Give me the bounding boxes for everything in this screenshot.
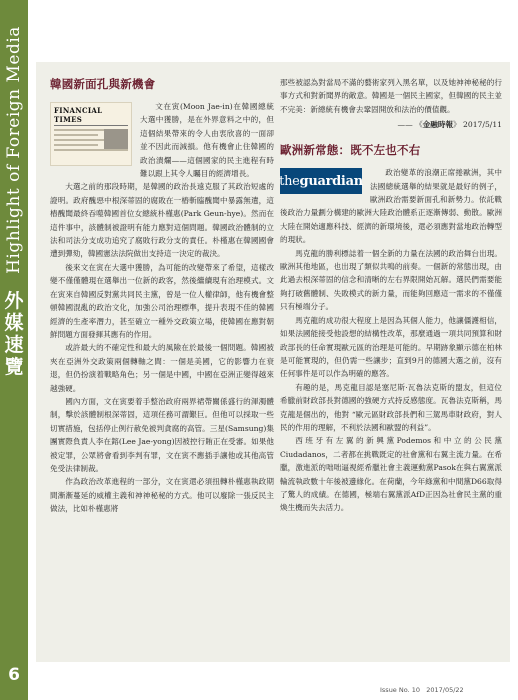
article1-paragraph: 國內方面，文在寅要着手整治政府兩界裙帶關係盛行的渾濁體制，擊於該體制根深蒂固，這項任務可謂艱巨。但他可以採取一些切實措施，包括停止例行赦免被判貪腐的高管。三星(Samsung)集團實際負責人李在鎔(Lee Jae-yong)因被控行賄正在受審。如果他被定罪，公眾將會看到李判有罪，文在寅不應插手讓他或其他高管免受法律制裁。 <box>50 396 274 473</box>
side-spine <box>0 0 28 700</box>
article1-paragraph: 作為政治改革進程的一部分，文在寅還必須扭轉朴槿惠執政期間漸漸蔓延的威權主義和神神秘秘的方式。他可以廢除一張反民主做法，比如朴槿惠將 <box>50 477 274 514</box>
article1-paragraph: 大選之前的那段時期，是韓國的政治長遠克服了其政治短處的證明。政府醜惡中根深蒂固的腐敗在一樁斬臨醜聞中暴露無遺，這樁醜聞最終吞噬韓國首位女總統朴槿惠(Park Geun-hye)。然而在這件事中，該體制被證明有能力應對這個問題。韓國政治體制的立法和司法分支成功追究了腐敗行政分支的責任。朴槿惠在韓國國會遭到彈劾，韓國憲法法院做出支持這一決定的裁決。 <box>50 182 274 259</box>
spine-title-text: Highlight of Foreign Media <box>4 26 25 274</box>
guardian-logo-image <box>280 168 362 194</box>
article1-paragraph: 文在寅(Moon Jae-in)在韓國總統大選中獲勝，是在外界意料之中的，但這個結果帶來的令人由衷欣喜的一面卻並不因此而減損。他有機會止住韓國的政治潰爛——這個國家的民主進程有時難以跟上其令人矚目的經濟增長。 <box>140 102 274 179</box>
spine-zh-char: 速 <box>4 334 24 356</box>
article1-paragraph: 或許最大的不確定性和最大的風險在於最後一個問題。韓國被夾在亞洲外交政策兩個轉軸之間：一個是美國，它的影響力在衰退，但仍扮演着戰略角色；另一個是中國，中國在亞洲正變得越來越強硬。 <box>50 343 274 393</box>
article2-paragraph: 馬克龍的成功很大程度上是因為其個人能力，他讓僵護相信，如果法國能接受他設想的結構性改革，那麼通過一項共同預算和財政部長的任命實現歐元區的治理是可能的。早期跡象顯示德在柏林是可能實現的，但仍需一些讓步；直到9月的德國大選之前，沒有任何事件是可以作為明確的應答。 <box>280 315 502 379</box>
article1-continued: 那些被認為對當局不滿的藝術家列入黑名單，以及她神神秘秘的行事方式和對新聞界的敵意。韓國是一個民主國家，但韓國的民主並不完美：新總統有機會去鞏固開放和法治的價值觀。 <box>280 78 502 114</box>
guardian-logo-name: guardian <box>299 173 363 189</box>
article2-paragraph: 政治變革的浪潮正席捲歐洲，其中法國總統選舉的結果就是最好的例子，歐洲政治需要新面孔和新勢力。依託戰後政治力量劃分構建的歐洲大陸政治體系正逐漸傳弱、動散。歐洲大陸在開始適應科技、經濟的新環境後，還必須應對當地政治轉型的現狀。 <box>280 168 502 245</box>
spine-zh-char: 媒 <box>4 312 24 334</box>
spine-zh-title <box>2 290 26 378</box>
footer-issue: Issue No. 10 <box>380 686 421 694</box>
ft-masthead: FINANCIAL TIMES <box>54 106 128 126</box>
source-name: 金融時報 <box>422 120 454 130</box>
spine-zh-char: 覽 <box>4 356 24 378</box>
spine-title <box>0 0 28 300</box>
article2-heading: 歐洲新常態：既不左也不右 <box>280 143 421 158</box>
right-column <box>280 76 502 515</box>
spine-zh-char: 外 <box>4 290 24 312</box>
left-column <box>50 76 274 516</box>
article1-source: —— 《金融時報》 2017/5/11 <box>397 120 502 130</box>
content-panel <box>36 62 510 662</box>
article2-paragraph: 馬克龍的勝利標誌着一個全新的力量在法國的政治舞台出現。歐洲其他地區，也出現了類似共鳴的前奏。一個新的常態出現，由此過去根深蒂固的信念和清晰的左右界限開始瓦解。選民們需要能夠打破舊體制、失敗模式的新力量，而能夠回應這一需求的不僅僅只有極端分子。 <box>280 248 502 312</box>
page-number: 6 <box>8 665 20 685</box>
article1-paragraph: 後來文在寅在大選中獲勝，為可能的改變帶來了希望，這樣改變不僅僅體現在選舉出一位新的政客，然後繼續現有治理模式。文在寅來自韓國反對黨共同民主黨，曾是一位人權律師，他有機會整頓韓國混亂的政治文化，加強公司治理標準，提升表現不佳的韓國經濟的生產率潛力，甚至確立一種外交政策立場，使韓國在應對朝鮮問題方面發揮其應有的作用。 <box>50 262 274 339</box>
article1-heading: 韓國新面孔與新機會 <box>50 77 156 91</box>
footer-date: 2017/05/22 <box>426 686 464 694</box>
guardian-logo-the: the <box>279 173 300 189</box>
ft-logo-image <box>50 102 132 166</box>
ft-photo <box>104 129 128 149</box>
page-footer <box>380 686 464 694</box>
article2-paragraph: 有趣的是，馬克龍目認是塞尼斯·瓦魯法克斯的盟友，但這位希臘前財政部長對德國的強硬方式持反感態度。瓦魯法克斯稱，馬克龍是個出的，他對 “歐元區財政部長們和三駕馬車財政府，對人民的作用的理解，不利於法國和歐盟的利益”。 <box>280 382 502 432</box>
article2-paragraph: 西班牙有左翼的新興黨Podemos和中立的公民黨Ciudadanos，二者都在挑戰既定的社會黨和右翼主流力量。在希臘，激進派的咄咄逼視經希臘社會主義運動黨Pasok在與右翼黨派輪流執政數十年後被邊緣化。在荷蘭，今年綠黨和中間黨D66取得了驚人的成績。在德國，極端右翼黨派AfD正因為社會民主黨的重煥生機而失去活力。 <box>280 436 502 513</box>
